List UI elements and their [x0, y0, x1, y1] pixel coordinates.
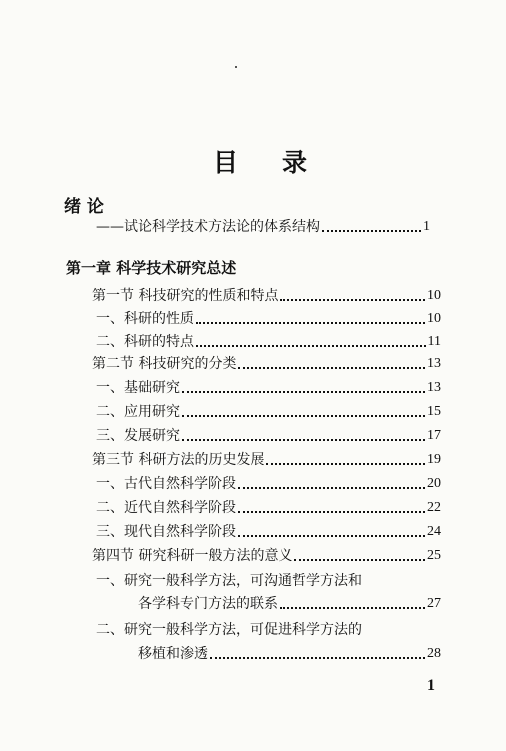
toc-entry-label-line1[interactable]: 二、研究一般科学方法，可促进科学方法的 — [96, 622, 362, 638]
toc-entry-page: 24 — [427, 524, 441, 539]
toc-entry-label: 三、现代自然科学阶段 — [96, 524, 236, 540]
toc-entry[interactable] — [96, 377, 441, 399]
toc-entry-label: 第二节 科技研究的分类 — [92, 356, 237, 372]
toc-entry-label: 一、科研的性质 — [96, 311, 194, 327]
toc-entry-label: 二、近代自然科学阶段 — [96, 500, 236, 516]
dot-leader — [182, 391, 425, 393]
toc-entry[interactable] — [138, 593, 441, 615]
page-title — [213, 147, 333, 179]
toc-entry-section-3[interactable] — [92, 449, 441, 471]
toc-entry-label: 各学科专门方法的联系 — [138, 596, 278, 612]
title-char-2: 录 — [282, 148, 308, 177]
dot-leader — [280, 299, 425, 301]
toc-entry-label: 第四节 研究科研一般方法的意义 — [92, 548, 293, 564]
dot-leader — [238, 511, 425, 513]
toc-entry-label: 第一节 科技研究的性质和特点 — [92, 288, 279, 304]
dot-leader — [196, 345, 426, 347]
toc-entry-intro[interactable] — [96, 216, 430, 238]
toc-entry[interactable] — [96, 521, 441, 543]
toc-entry-page: 10 — [427, 288, 441, 303]
toc-entry-label-line1[interactable]: 一、研究一般科学方法，可沟通哲学方法和 — [96, 573, 362, 589]
title-char-1: 目 — [213, 148, 239, 177]
toc-entry-section-1[interactable] — [92, 285, 441, 307]
toc-entry-page: 20 — [427, 476, 441, 491]
toc-entry[interactable] — [96, 497, 441, 519]
page-number: 1 — [427, 677, 435, 694]
toc-entry-page: 10 — [427, 311, 441, 326]
toc-entry-label: 二、科研的特点 — [96, 334, 194, 350]
toc-entry-page: 13 — [427, 356, 441, 371]
print-speck — [235, 66, 237, 68]
dot-leader — [280, 607, 425, 609]
dot-leader — [196, 322, 425, 324]
dot-leader — [210, 657, 425, 659]
toc-entry-label: ——试论科学技术方法论的体系结构 — [96, 219, 320, 235]
toc-entry-section-2[interactable] — [92, 353, 441, 375]
toc-entry-label: 第三节 科研方法的历史发展 — [92, 452, 265, 468]
toc-entry-label: 移植和渗透 — [138, 646, 208, 662]
toc-entry-page: 11 — [427, 334, 441, 349]
toc-entry[interactable] — [96, 401, 441, 423]
dot-leader — [182, 439, 425, 441]
toc-entry-label: 二、应用研究 — [96, 404, 180, 420]
toc-entry-page: 27 — [427, 596, 441, 611]
toc-entry-label: 三、发展研究 — [96, 428, 180, 444]
toc-entry[interactable] — [96, 425, 441, 447]
chapter-heading: 第一章 科学技术研究总述 — [66, 259, 237, 277]
toc-entry[interactable] — [138, 643, 441, 665]
dot-leader — [294, 559, 425, 561]
toc-entry[interactable] — [96, 473, 441, 495]
toc-entry-page: 19 — [427, 452, 441, 467]
toc-entry-page: 1 — [423, 219, 430, 234]
toc-entry-page: 17 — [427, 428, 441, 443]
toc-entry-section-4[interactable] — [92, 545, 441, 567]
toc-entry-page: 28 — [427, 646, 441, 661]
toc-entry-page: 15 — [427, 404, 441, 419]
dot-leader — [238, 535, 425, 537]
toc-entry-page: 13 — [427, 380, 441, 395]
dot-leader — [182, 415, 425, 417]
intro-heading: 绪 论 — [64, 197, 104, 217]
toc-entry-page: 25 — [427, 548, 441, 563]
toc-entry-label: 一、基础研究 — [96, 380, 180, 396]
toc-entry[interactable] — [96, 308, 441, 330]
toc-entry-label: 一、古代自然科学阶段 — [96, 476, 236, 492]
dot-leader — [238, 487, 425, 489]
toc-entry[interactable] — [96, 331, 441, 353]
toc-entry-page: 22 — [427, 500, 441, 515]
dot-leader — [266, 463, 425, 465]
dot-leader — [238, 367, 425, 369]
dot-leader — [322, 230, 421, 232]
